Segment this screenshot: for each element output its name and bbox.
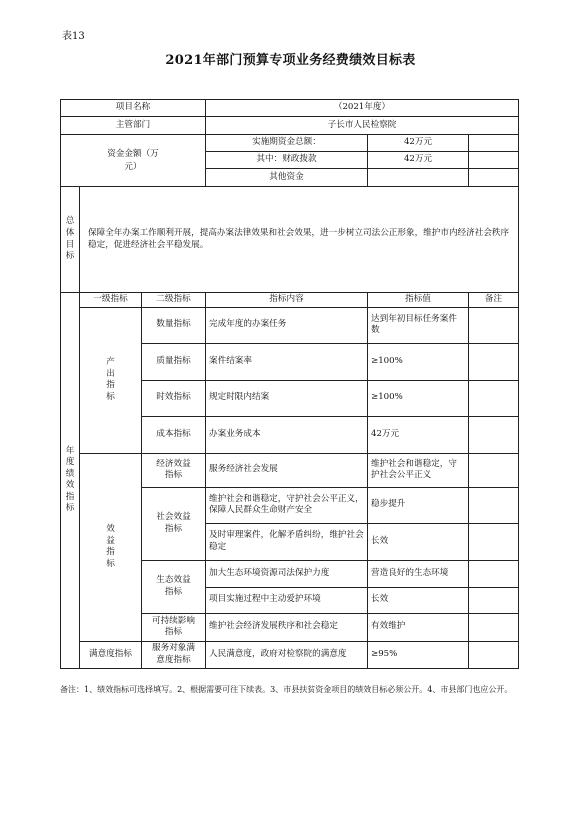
level2-text: 可持续影响指标: [152, 615, 195, 638]
department-label: 主管部门: [61, 117, 206, 135]
performance-table: [60, 99, 519, 669]
funds-total-blank: [469, 135, 519, 152]
footnote: 备注：1、绩效指标可选择填写。2、根据需要可往下续表。3、市县扶贫资金项目的绩效目标必须公开。4、市县部门也应公开。: [60, 685, 513, 694]
level2-cell: [142, 487, 206, 560]
overall-goal-label: [61, 187, 80, 293]
overall-goal-text: 保障全年办案工作顺利开展，提高办案法律效果和社会效果，进一步树立司法公正形象，维护市内经济社会秩序稳定，促进经济社会平稳发展。: [80, 187, 519, 293]
content-cell: 人民满意度，政府对检察院的满意度: [206, 641, 368, 668]
benefit-indicators-label: [80, 453, 142, 641]
value-cell: 42万元: [368, 416, 469, 453]
header-level1: 一级指标: [80, 293, 142, 308]
output-indicators-label: [80, 307, 142, 453]
annual-indicators-label: [61, 293, 80, 669]
funds-fiscal-label: 其中：财政拨款: [206, 152, 368, 169]
annual-indicators-label-text: 年度绩效指标: [65, 445, 75, 514]
value-cell: 维护社会和谐稳定，守护社会公平正义: [368, 453, 469, 487]
level2-text: 社会效益指标: [156, 512, 191, 534]
content-cell: 服务经济社会发展: [206, 453, 368, 487]
funds-label-text: 资金金额（万元）: [107, 148, 159, 172]
indicator-header-row: [61, 293, 519, 308]
value-cell: 营造良好的生态环境: [368, 560, 469, 587]
level2-text: 经济效益指标: [156, 458, 191, 481]
header-level2: 二级指标: [142, 293, 206, 308]
funds-other-blank: [469, 169, 519, 187]
content-cell: 规定时限内结案: [206, 380, 368, 416]
project-name-row: [61, 100, 519, 117]
note-cell: [469, 641, 519, 668]
value-cell: 有效维护: [368, 613, 469, 641]
funds-other-label: 其他资金: [206, 169, 368, 187]
note-cell: [469, 380, 519, 416]
note-cell: [469, 343, 519, 380]
value-cell: ≥100%: [368, 380, 469, 416]
level2-cell: 质量指标: [142, 343, 206, 380]
note-cell: [469, 416, 519, 453]
note-cell: [469, 523, 519, 560]
output-row-quantity: [61, 307, 519, 343]
level2-cell: [142, 560, 206, 613]
content-cell: 案件结案率: [206, 343, 368, 380]
output-indicators-label-text: 产出指标: [106, 356, 115, 402]
level2-cell: [142, 613, 206, 641]
note-cell: [469, 487, 519, 523]
value-cell: 长效: [368, 523, 469, 560]
header-value: 指标值: [368, 293, 469, 308]
funds-other-value: [368, 169, 469, 187]
project-name-value: （2021年度）: [206, 100, 519, 117]
level2-cell: 数量指标: [142, 307, 206, 343]
header-content: 指标内容: [206, 293, 368, 308]
content-cell: 维护社会和谐稳定，守护社会公平正义，保障人民群众生命财产安全: [206, 487, 368, 523]
level2-cell: 成本指标: [142, 416, 206, 453]
content-cell: 及时审理案件，化解矛盾纠纷，维护社会稳定: [206, 523, 368, 560]
benefit-row-economic: [61, 453, 519, 487]
content-cell: 办案业务成本: [206, 416, 368, 453]
department-row: [61, 117, 519, 135]
level2-cell: [142, 641, 206, 668]
level2-text: 服务对象满意度指标: [152, 643, 195, 665]
header-note: 备注: [469, 293, 519, 308]
note-cell: [469, 613, 519, 641]
value-cell: ≥100%: [368, 343, 469, 380]
project-name-label: 项目名称: [61, 100, 206, 117]
level2-text: 生态效益指标: [156, 575, 191, 597]
department-value: 子长市人民检察院: [206, 117, 519, 135]
value-cell: 长效: [368, 587, 469, 613]
value-cell: 稳步提升: [368, 487, 469, 523]
benefit-indicators-label-text: 效益指标: [106, 523, 115, 569]
funds-label: [61, 135, 206, 187]
content-cell: 维护社会经济发展秩序和社会稳定: [206, 613, 368, 641]
satisfaction-label: 满意度指标: [80, 641, 142, 668]
table-number: 表13: [62, 31, 85, 42]
value-cell: 达到年初目标任务案件数: [368, 307, 469, 343]
content-cell: 完成年度的办案任务: [206, 307, 368, 343]
note-cell: [469, 307, 519, 343]
content-cell: 加大生态环境资源司法保护力度: [206, 560, 368, 587]
overall-goal-row: [61, 187, 519, 293]
funds-fiscal-blank: [469, 152, 519, 169]
content-cell: 项目实施过程中主动爱护环境: [206, 587, 368, 613]
funds-total-label: 实施期资金总额：: [206, 135, 368, 152]
funds-total-value: 42万元: [368, 135, 469, 152]
note-cell: [469, 560, 519, 587]
note-cell: [469, 587, 519, 613]
funds-fiscal-value: 42万元: [368, 152, 469, 169]
note-cell: [469, 453, 519, 487]
funds-total-row: [61, 135, 519, 152]
overall-goal-label-text: 总体目标: [65, 216, 75, 262]
level2-cell: [142, 453, 206, 487]
value-cell: ≥95%: [368, 641, 469, 668]
satisfaction-row: [61, 641, 519, 668]
page-title: 2021年部门预算专项业务经费绩效目标表: [165, 53, 416, 68]
level2-cell: 时效指标: [142, 380, 206, 416]
